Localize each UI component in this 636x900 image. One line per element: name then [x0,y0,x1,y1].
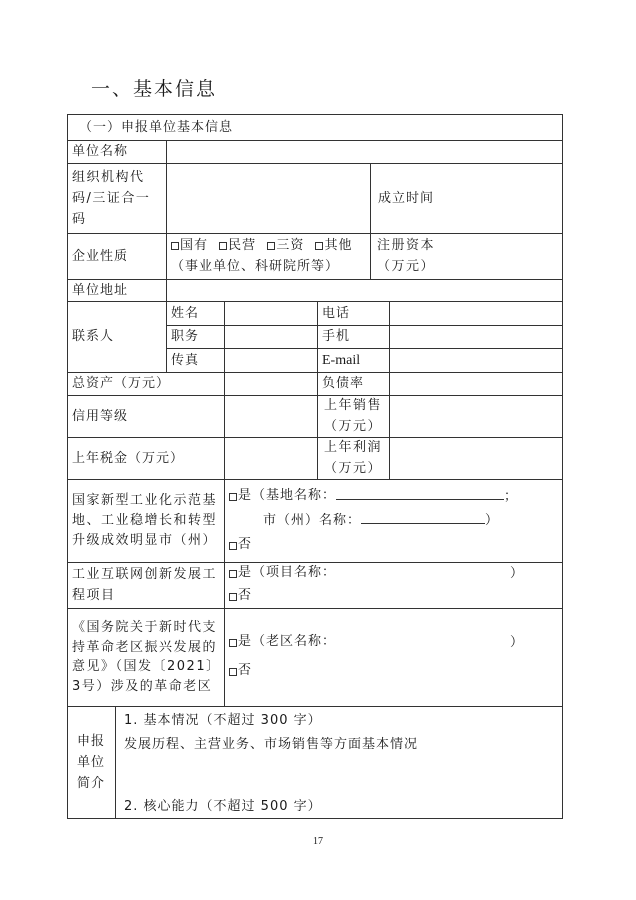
last-year-profit-label: 上年利润（万元） [323,440,382,476]
internet-yes-row [229,562,524,585]
demo-base-city-row [229,509,499,533]
private-checkbox[interactable] [219,235,256,256]
revolutionary-area-options [224,608,562,706]
city-name-input[interactable] [361,509,485,524]
enterprise-type-label: 企业性质 [72,248,129,264]
last-year-sales-field[interactable] [389,395,562,437]
option-label: 是（基地名称： [238,487,337,503]
last-year-tax-label: 上年税金（万元） [72,450,185,466]
founded-label: 成立时间 [377,190,434,206]
intro-label [67,706,115,818]
city-name-label: 市（州）名称： [263,512,362,528]
contact-phone-field[interactable] [389,301,562,325]
section-title: （一）申报单位基本信息 [79,119,234,135]
internet-no-checkbox[interactable] [229,585,252,607]
contact-duty-label: 职务 [171,329,200,344]
contact-label: 联系人 [72,329,115,344]
checkbox-icon [229,493,237,501]
option-label: 是（项目名称： [238,565,337,580]
industrial-internet-label: 工业互联网创新发展工程项目 [72,567,218,603]
checkbox-icon [171,242,179,250]
table-right-border [562,114,563,818]
revolutionary-area-label: 《国务院关于新时代支持革命老区振兴发展的意见》（国发〔2021〕3号）涉及的革命老区 [72,620,218,694]
demo-base-yes-row [229,484,518,509]
intro-label-line: 单位 [76,754,105,770]
checkbox-icon [315,242,323,250]
contact-duty-field[interactable] [224,325,317,348]
checkbox-icon [229,639,237,647]
contact-name-label: 姓名 [171,305,200,321]
address-label: 单位地址 [72,282,129,298]
last-year-tax-field[interactable] [224,437,317,479]
internet-no-row [229,585,252,608]
punctuation: ； [504,488,519,504]
contact-email-label: E-mail [322,352,361,368]
page-title: 一、基本信息 [91,78,218,100]
demo-base-label: 国家新型工业化示范基地、工业稳增长和转型升级成效明显市（州） [72,492,218,548]
contact-fax-field[interactable] [224,348,317,372]
option-label: 是（老区名称： [238,634,337,649]
demo-base-no-checkbox[interactable] [229,533,252,557]
last-year-sales-label: 上年销售（万元） [323,398,382,434]
registered-capital-field[interactable] [442,233,562,279]
option-label: 其他 [324,237,353,253]
credit-level-label: 信用等级 [72,408,129,424]
contact-phone-label: 电话 [322,305,351,321]
enterprise-note: （事业单位、科研院所等） [171,259,340,275]
credit-level-field[interactable] [224,395,317,437]
intro-label-line: 简介 [76,775,105,791]
contact-fax-label: 传真 [171,352,200,368]
last-year-profit-field[interactable] [389,437,562,479]
revolution-yes-checkbox[interactable] [229,628,336,656]
intro-label-line: 申报 [76,733,105,749]
registered-capital-label: 注册资本（万元） [376,238,435,274]
checkbox-icon [219,242,227,250]
unit-name-field[interactable] [166,140,562,163]
punctuation: ） [485,512,500,528]
checkbox-icon [229,542,237,550]
demo-base-options [224,479,562,562]
revolution-no-row [229,657,252,686]
demo-base-yes-checkbox[interactable] [229,484,336,508]
checkbox-icon [229,593,237,601]
row-divider [67,706,563,707]
org-code-label: 组织机构代码/三证合一码 [72,169,151,227]
checkbox-icon [267,242,275,250]
foreign-invested-checkbox[interactable] [267,235,304,256]
option-label: 三资 [276,237,305,253]
intro-basic-description: 发展历程、主营业务、市场销售等方面基本情况 [124,736,419,752]
punctuation: ） [510,566,525,581]
table-bottom-border [67,818,563,819]
option-label: 民营 [228,237,257,253]
demo-base-no-row [229,533,252,558]
intro-basic-heading: 1. 基本情况（不超过 300 字） [124,712,322,728]
debt-ratio-label: 负债率 [322,376,365,391]
other-checkbox[interactable] [315,235,352,256]
intro-text-area[interactable] [115,756,562,792]
total-assets-field[interactable] [224,372,317,395]
contact-mobile-field[interactable] [389,325,562,348]
page-number: 17 [313,836,323,847]
contact-name-field[interactable] [224,301,317,325]
debt-ratio-field[interactable] [389,372,562,395]
option-label: 否 [238,663,253,678]
option-label: 否 [238,588,253,603]
total-assets-label: 总资产（万元） [72,376,171,391]
intro-core-heading: 2. 核心能力（不超过 500 字） [124,798,322,814]
checkbox-icon [229,668,237,676]
option-label: 国有 [180,237,209,253]
base-name-input[interactable] [336,485,504,500]
revolution-yes-row [229,628,524,657]
state-owned-checkbox[interactable] [171,235,208,256]
founded-field[interactable] [442,163,562,233]
enterprise-option-row [171,235,352,257]
revolution-no-checkbox[interactable] [229,657,252,685]
contact-email-field[interactable] [389,348,562,372]
contact-mobile-label: 手机 [322,329,351,344]
internet-yes-checkbox[interactable] [229,562,336,584]
option-label: 否 [238,536,253,552]
address-field[interactable] [166,279,562,301]
unit-name-label: 单位名称 [72,144,129,159]
punctuation: ） [510,635,525,650]
checkbox-icon [229,570,237,578]
org-code-field[interactable] [166,163,370,233]
industrial-internet-options [224,562,562,608]
enterprise-type-options [166,233,370,279]
